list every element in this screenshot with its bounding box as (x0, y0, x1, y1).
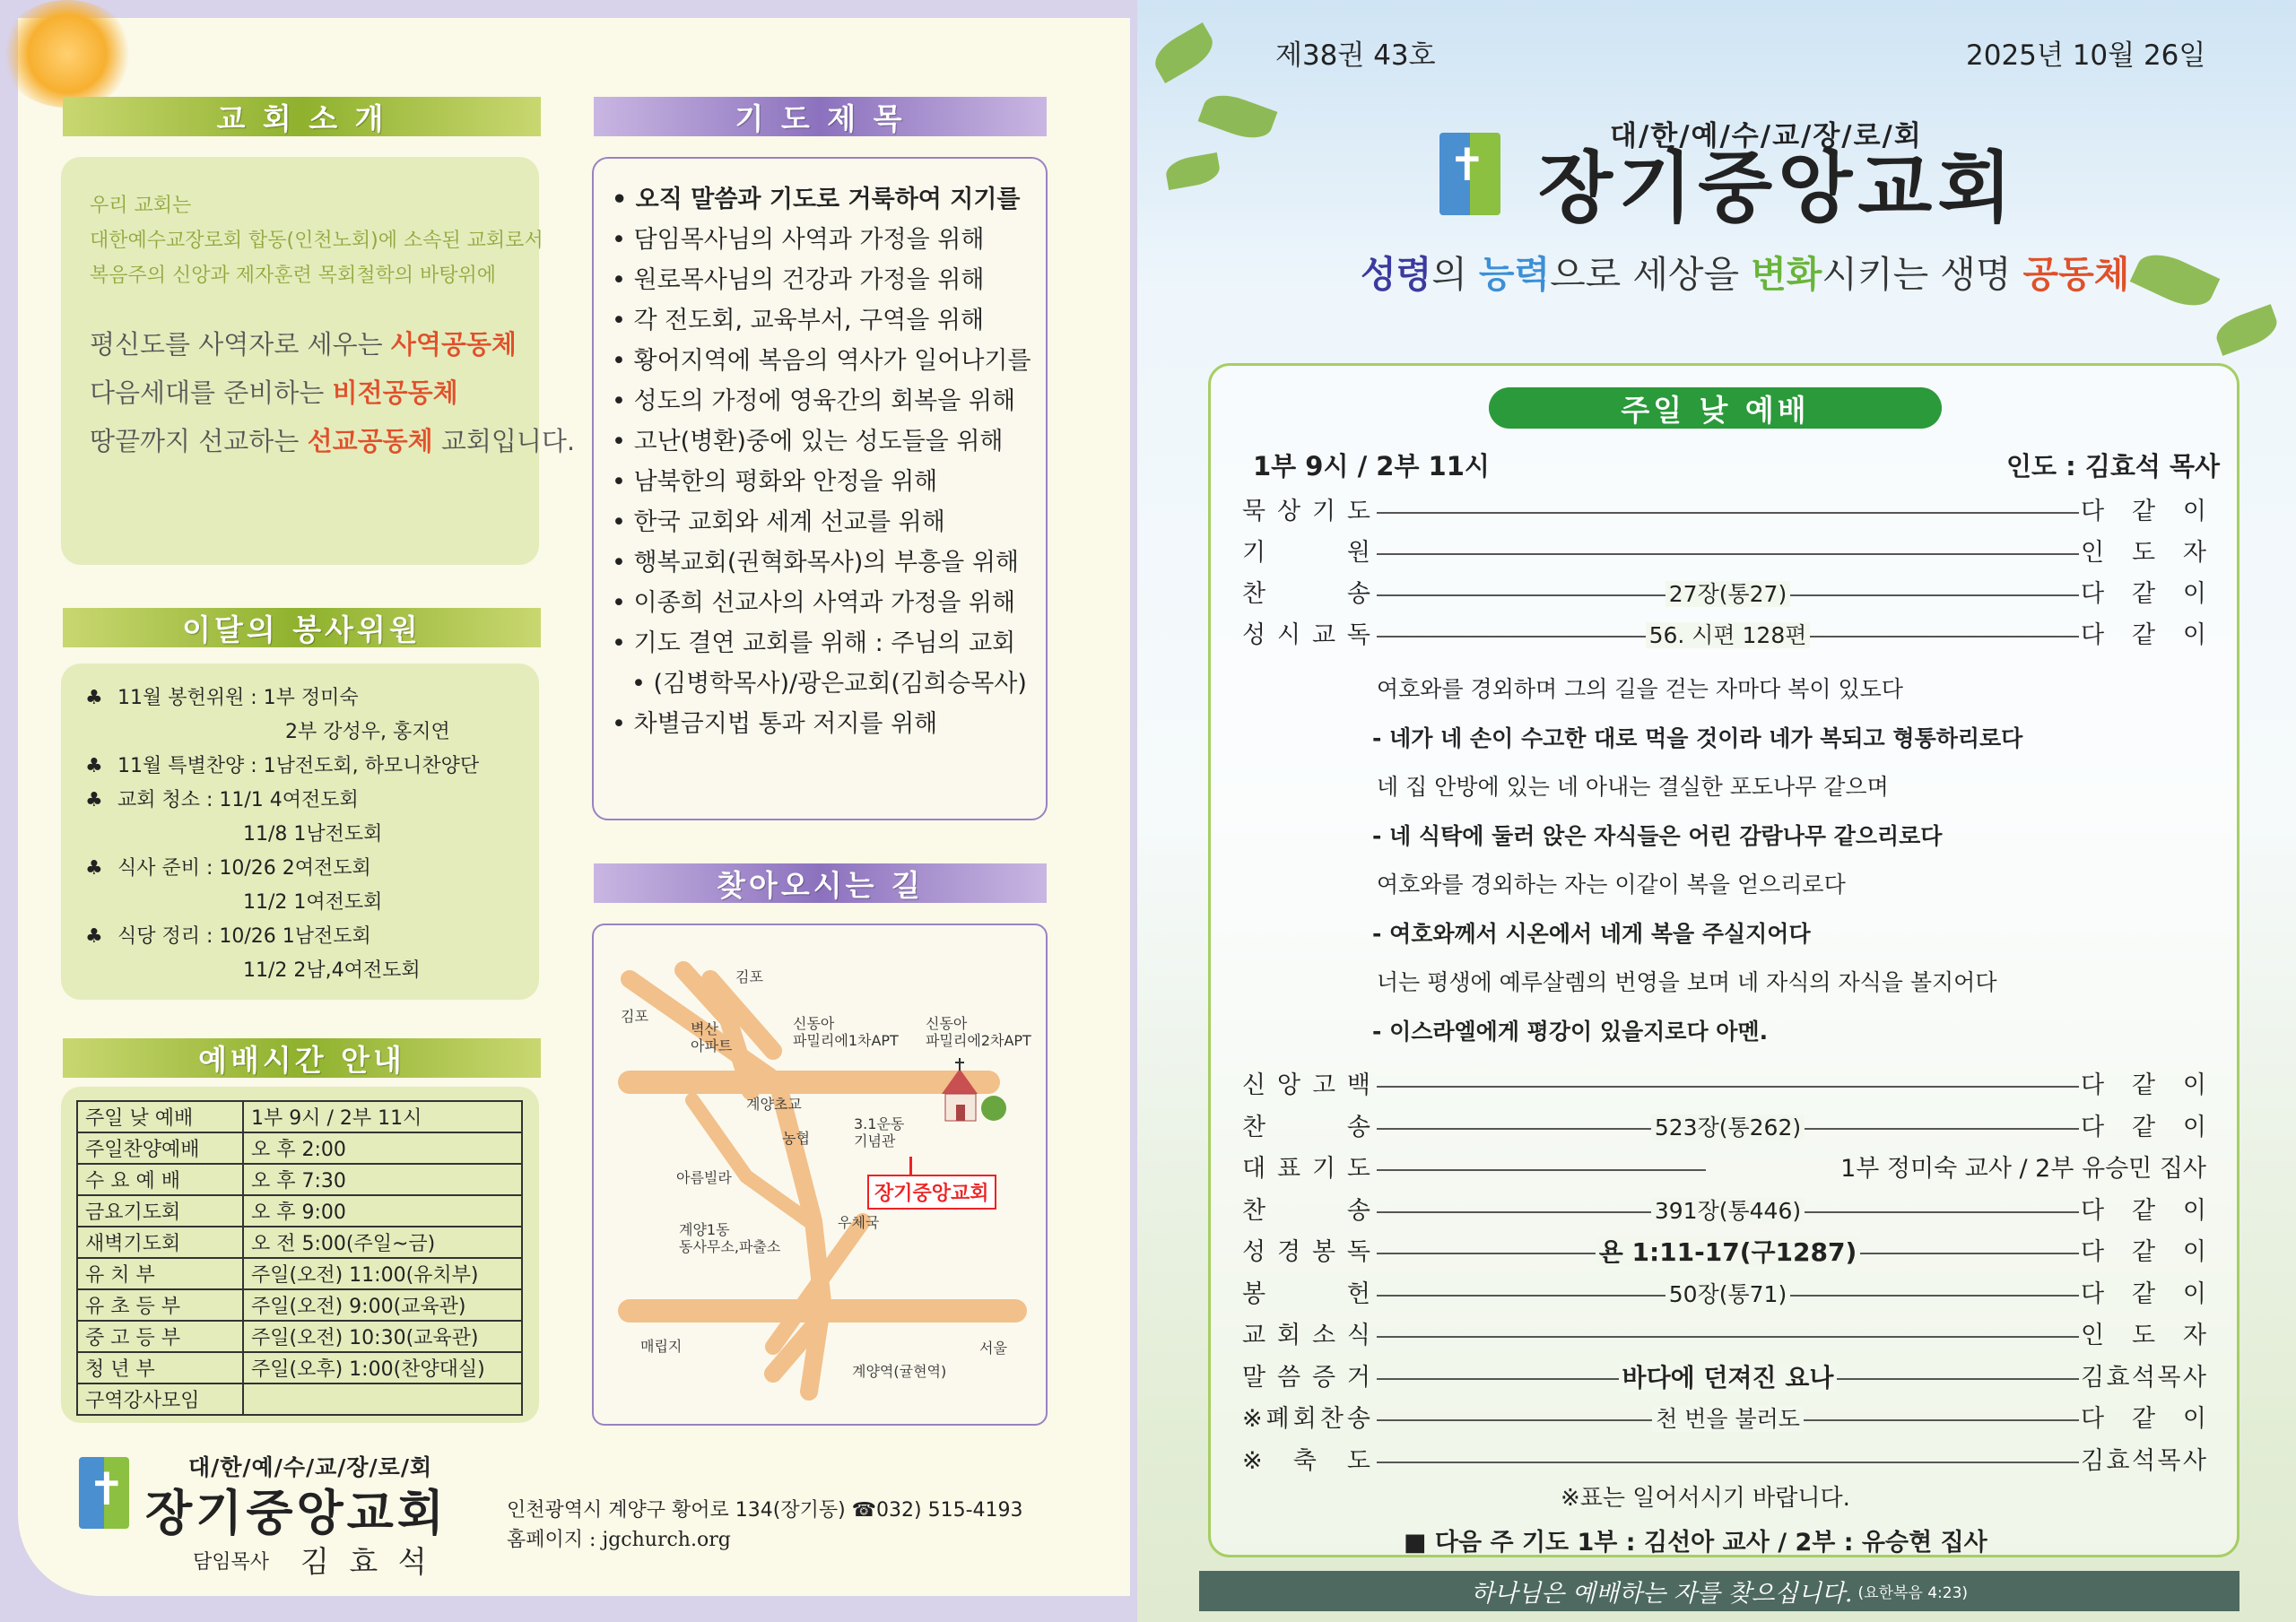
slogan-part: 시키는 생명 (1822, 253, 2023, 296)
footer-church-name: 장기중앙교회 (145, 1485, 448, 1541)
list-item: • 성도의 가정에 영육간의 회복을 위해 (612, 381, 1031, 421)
order-detail: 391장(통446) (1377, 1194, 2079, 1228)
club-icon: ♣ (85, 755, 103, 777)
footer-pastor-name: 김 효 석 (300, 1544, 432, 1579)
order-detail: 천 번을 불러도 (1377, 1402, 2079, 1436)
schedule-header: 예배시간 안내 (63, 1038, 541, 1078)
table-row: 구역강사모임 (77, 1383, 522, 1415)
order-label: 신 앙 고 백 (1242, 1071, 1370, 1099)
order-label: 찬 송 (1242, 1196, 1370, 1225)
order-row (1242, 1236, 2206, 1270)
responsive-reading-line: - 네가 네 손이 수고한 대로 먹을 것이라 네가 복되고 형통하리로다 (1372, 724, 2023, 751)
prayer-list (612, 179, 1031, 744)
order-detail: 욘 1:11-17(구1287) (1377, 1236, 2079, 1270)
footer-homepage: 홈페이지 : jgchurch.org (507, 1529, 731, 1551)
order-label: 묵 상 기 도 (1242, 498, 1370, 525)
order-label: ※ 축 도 (1242, 1446, 1370, 1475)
order-right: 다 같 이 (2081, 1196, 2206, 1225)
church-logo-icon (1439, 133, 1500, 215)
slogan-part: 의 (1431, 253, 1479, 296)
header-church-name: 장기중앙교회 (1538, 143, 2018, 233)
volunteers-header: 이달의 봉사위원 (63, 608, 541, 647)
intro-mission-line: 다음세대를 준비하는 비전공동체 (90, 377, 458, 408)
next-prayer: ■ 다음 주 기도 1부 : 김선아 교사 / 2부 : 유승현 집사 (1404, 1529, 1987, 1557)
church-map-label: 장기중앙교회 (867, 1175, 996, 1210)
list-item: • 담임목사님의 사역과 가정을 위해 (612, 220, 1031, 260)
order-right: 다 같 이 (2081, 1238, 2206, 1266)
list-item-continued: • (김병학목사)/광은교회(김희승목사) (612, 664, 1031, 704)
order-row (1242, 536, 2206, 570)
slogan-part: 능력 (1478, 253, 1551, 296)
service-title: 주일 낮 예배 (1489, 387, 1942, 429)
club-icon: ♣ (85, 925, 103, 948)
service-leader: 인도 : 김효석 목사 (2006, 451, 2220, 481)
list-item: • 한국 교회와 세계 선교를 위해 (612, 502, 1031, 542)
issue-date: 2025년 10월 26일 (1966, 39, 2206, 72)
order-leader-line (1377, 1462, 2079, 1463)
order-label: 성 시 교 독 (1242, 621, 1370, 649)
order-detail: 56. 시편 128편 (1377, 619, 2079, 653)
order-leader-line (1377, 1086, 2079, 1088)
volunteer-item: ♣ 식당 정리 : 10/26 1남전도회 11/2 2남,4여전도회 (85, 920, 534, 988)
responsive-reading-line: 너는 평생에 예루살렘의 번영을 보며 네 자식의 자식을 볼지어다 (1377, 969, 1997, 995)
table-row: 새벽기도회 오 전 5:00(주일~금) (77, 1227, 522, 1258)
flower-decoration (0, 0, 135, 108)
order-row (1242, 1319, 2206, 1353)
footer-pastor-title: 담임목사 (193, 1551, 270, 1574)
volunteer-item: ♣ 식사 준비 : 10/26 2여전도회 11/2 1여전도회 (85, 852, 534, 920)
map-label: 신동아 파밀리에2차APT (926, 1015, 1031, 1049)
responsive-reading-line: 여호와를 경외하는 자는 이같이 복을 얻으리로다 (1377, 872, 1846, 898)
order-right: 김 효 석 목 사 (2081, 1363, 2206, 1392)
prayer-header: 기 도 제 목 (594, 97, 1047, 136)
order-right: 다 같 이 (2081, 1113, 2206, 1141)
order-detail: 523장(통262) (1377, 1111, 2079, 1145)
order-label: 대 표 기 도 (1242, 1155, 1370, 1183)
footer-verse: 하나님은 예배하는 자를 찾으십니다. (1470, 1580, 1853, 1608)
standing-note: ※표는 일어서시기 바랍니다. (1561, 1485, 1850, 1512)
slogan-part: 변화 (1751, 253, 1822, 296)
order-detail: 50장(통71) (1377, 1278, 2079, 1312)
list-item: • 이종희 선교사의 사역과 가정을 위해 (612, 583, 1031, 623)
slogan-part: 으로 세상을 (1550, 253, 1752, 296)
order-label: 기 원 (1242, 539, 1370, 567)
church-icon (933, 1058, 1013, 1130)
order-leader-line (1377, 1169, 1706, 1171)
order-leader-line (1377, 553, 2079, 555)
order-right: 김 효 석 목 사 (2081, 1446, 2206, 1475)
order-row (1242, 1278, 2206, 1312)
map-label: 김포 (621, 1008, 648, 1025)
volunteers-list (85, 681, 534, 988)
order-row (1242, 1444, 2206, 1479)
left-page (0, 0, 1137, 1622)
table-row: 청 년 부 주일(오후) 1:00(찬양대실) (77, 1352, 522, 1383)
list-item: • 고난(병환)중에 있는 성도들을 위해 (612, 421, 1031, 462)
intro-line: 대한예수교장로회 합동(인천노회)에 소속된 교회로서 (90, 230, 544, 252)
map-label: 우체국 (838, 1214, 880, 1231)
map-label: 계양역(귤현역) (852, 1363, 947, 1380)
order-detail: 바다에 던져진 요나 (1377, 1361, 2079, 1395)
schedule-table (76, 1100, 523, 1416)
order-right: 다 같 이 (2081, 580, 2206, 608)
list-item: • 기도 결연 교회를 위해 : 주님의 교회 (612, 623, 1031, 664)
responsive-reading-line: - 이스라엘에게 평강이 있을지로다 아멘. (1372, 1018, 1769, 1045)
map-label: 농협 (782, 1130, 810, 1147)
map-label: 매립지 (640, 1338, 683, 1355)
table-row: 금요기도회 오 후 9:00 (77, 1195, 522, 1227)
church-slogan (1361, 245, 2129, 298)
order-right: 다 같 이 (2081, 1071, 2206, 1099)
intro-small-text (90, 188, 544, 293)
order-right: 1부 정미숙 교사 / 2부 유승민 집사 (1840, 1155, 2206, 1183)
map-label: 3.1운동 기념관 (854, 1115, 905, 1149)
intro-header: 교 회 소 개 (63, 97, 541, 136)
intro-mission-line: 땅끝까지 선교하는 선교공동체 교회입니다. (90, 426, 576, 456)
club-icon: ♣ (85, 857, 103, 880)
list-item: • 차별금지법 통과 저지를 위해 (612, 704, 1031, 744)
slogan-part: 성령 (1361, 253, 1432, 296)
list-item: • 황어지역에 복음의 역사가 일어나기를 (612, 341, 1031, 381)
order-row (1242, 1194, 2206, 1228)
service-times: 1부 9시 / 2부 11시 (1253, 451, 1490, 481)
responsive-reading-line: 네 집 안방에 있는 네 아내는 결실한 포도나무 같으며 (1377, 774, 1889, 800)
table-row: 유 초 등 부 주일(오전) 9:00(교육관) (77, 1289, 522, 1321)
intro-mission (90, 320, 575, 465)
order-right: 다 같 이 (2081, 1279, 2206, 1308)
map-label: 벽산 아파트 (691, 1020, 733, 1054)
header-denomination: 대/한/예/수/교/장/로/회 (1610, 120, 1923, 152)
order-detail: 27장(통27) (1377, 577, 2079, 612)
table-row: 수 요 예 배 오 후 7:30 (77, 1164, 522, 1195)
order-right: 인 도 자 (2081, 1322, 2206, 1349)
list-item: • 남북한의 평화와 안정을 위해 (612, 462, 1031, 502)
map-label: 김포 (735, 968, 763, 985)
map-label: 계양초교 (746, 1096, 802, 1113)
club-icon: ♣ (85, 789, 103, 811)
volume-number: 제38권 43호 (1275, 39, 1436, 72)
intro-line: 복음주의 신앙과 제자훈련 목회철학의 바탕위에 (90, 265, 497, 287)
volunteer-item: ♣ 11월 봉헌위원 : 1부 정미숙 2부 강성우, 홍지연 (85, 681, 534, 750)
map-label: 신동아 파밀리에1차APT (793, 1015, 899, 1049)
order-row (1242, 619, 2206, 653)
map-label: 서울 (979, 1340, 1007, 1357)
order-leader-line (1377, 1336, 2079, 1338)
table-row: 주일 낮 예배 1부 9시 / 2부 11시 (77, 1101, 522, 1132)
order-leader-line (1377, 512, 2079, 514)
order-label: 성 경 봉 독 (1242, 1238, 1370, 1266)
table-row: 주일찬양예배 오 후 2:00 (77, 1132, 522, 1164)
volunteer-item: ♣ 11월 특별찬양 : 1남전도회, 하모니찬양단 (85, 750, 534, 784)
order-label: 찬 송 (1242, 580, 1370, 608)
order-row (1242, 495, 2206, 529)
list-item: • 오직 말씀과 기도로 거룩하여 지기를 (612, 179, 1031, 220)
order-right: 다 같 이 (2081, 621, 2206, 649)
order-right: 인 도 자 (2081, 539, 2206, 567)
order-label: 찬 송 (1242, 1113, 1370, 1141)
map-header: 찾아오시는 길 (594, 863, 1047, 903)
directions-map (592, 924, 1048, 1426)
order-row (1242, 1402, 2206, 1436)
list-item: • 원로목사님의 건강과 가정을 위해 (612, 260, 1031, 300)
footer-denomination: 대/한/예/수/교/장/로/회 (188, 1454, 433, 1480)
order-label: 말 씀 증 거 (1242, 1363, 1370, 1392)
club-icon: ♣ (85, 687, 103, 709)
table-row: 중 고 등 부 주일(오전) 10:30(교육관) (77, 1321, 522, 1352)
responsive-reading-line: - 네 식탁에 둘러 앉은 자식들은 어린 감람나무 같으리로다 (1372, 822, 1943, 849)
list-item: • 행복교회(권혁화목사)의 부흥을 위해 (612, 542, 1031, 583)
responsive-reading-line: - 여호와께서 시온에서 네게 복을 주실지어다 (1372, 920, 1811, 947)
order-right: 다 같 이 (2081, 1405, 2206, 1433)
footer-verse-ref: (요한복음 4:23) (1857, 1584, 1969, 1602)
order-right: 다 같 이 (2081, 498, 2206, 525)
intro-mission-line: 평신도를 사역자로 세우는 사역공동체 (90, 329, 517, 360)
footer-verse-bar (1199, 1571, 2239, 1611)
table-row: 유 치 부 주일(오전) 11:00(유치부) (77, 1258, 522, 1289)
order-label: 봉 헌 (1242, 1279, 1370, 1308)
volunteer-item: ♣ 교회 청소 : 11/1 4여전도회 11/8 1남전도회 (85, 784, 534, 852)
intro-line: 우리 교회는 (90, 195, 192, 217)
order-row (1242, 1111, 2206, 1145)
order-row (1242, 577, 2206, 612)
map-label: 계양1동 동사무소,파출소 (679, 1221, 781, 1255)
church-logo-icon (79, 1457, 129, 1529)
order-row (1242, 1069, 2206, 1103)
order-row (1242, 1361, 2206, 1395)
map-label: 아름빌라 (676, 1169, 732, 1186)
order-row (1242, 1152, 2206, 1186)
footer-address: 인천광역시 계양구 황어로 134(장기동) ☎032) 515-4193 (507, 1499, 1023, 1522)
order-label: ※ 폐 회 찬 송 (1242, 1405, 1370, 1433)
order-label: 교 회 소 식 (1242, 1322, 1370, 1349)
slogan-part: 공동체 (2022, 253, 2130, 296)
responsive-reading-line: 여호와를 경외하며 그의 길을 걷는 자마다 복이 있도다 (1377, 676, 1903, 702)
list-item: • 각 전도회, 교육부서, 구역을 위해 (612, 300, 1031, 341)
